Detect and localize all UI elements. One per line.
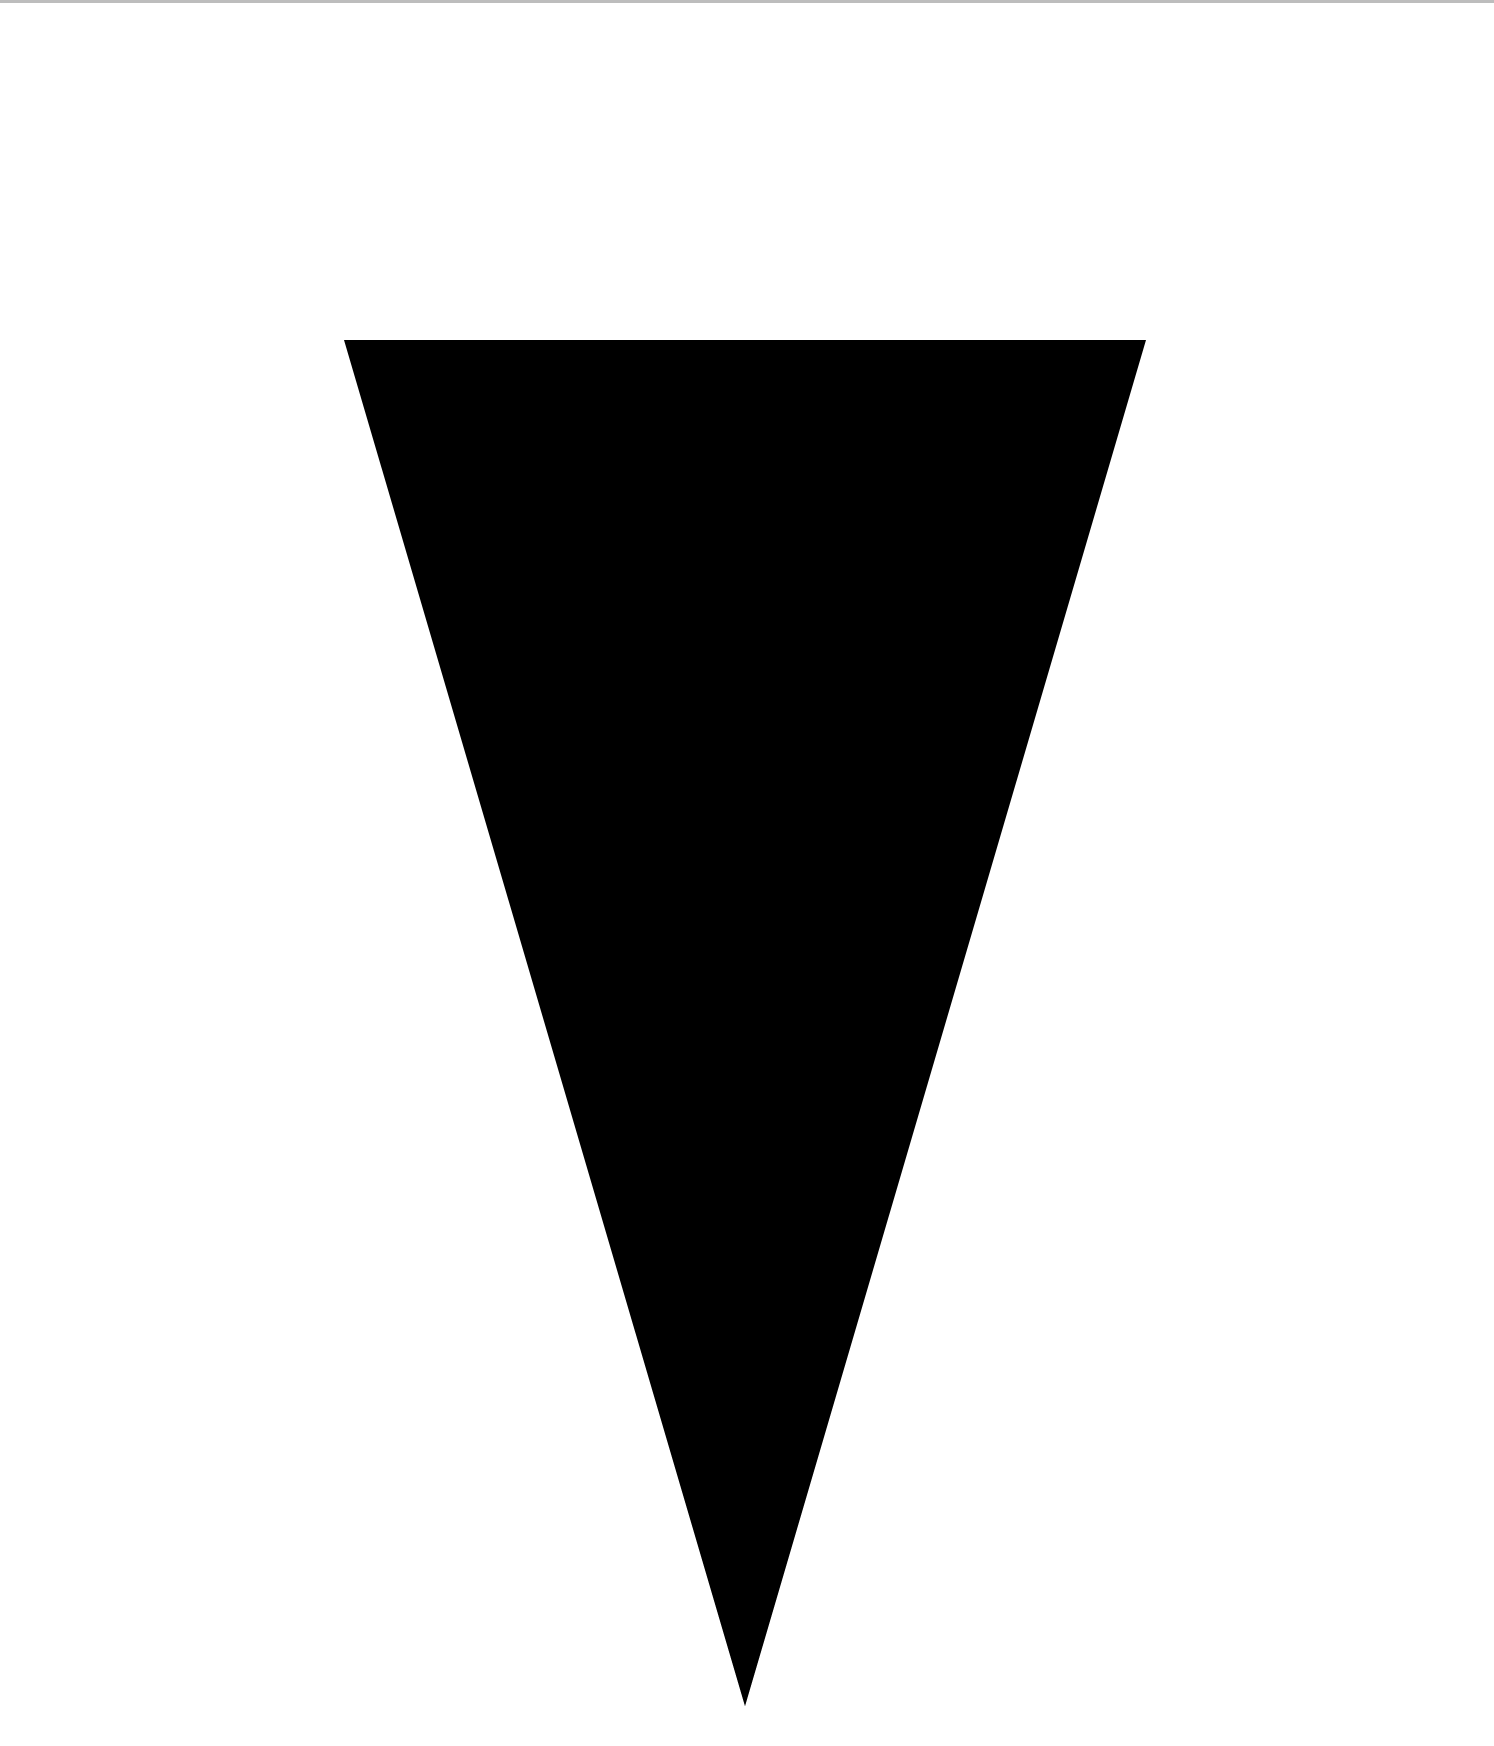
survival-mode-block — [150, 1186, 560, 1198]
creator-mode-block — [20, 664, 430, 676]
inverted-triangle-fade — [344, 340, 1146, 1706]
